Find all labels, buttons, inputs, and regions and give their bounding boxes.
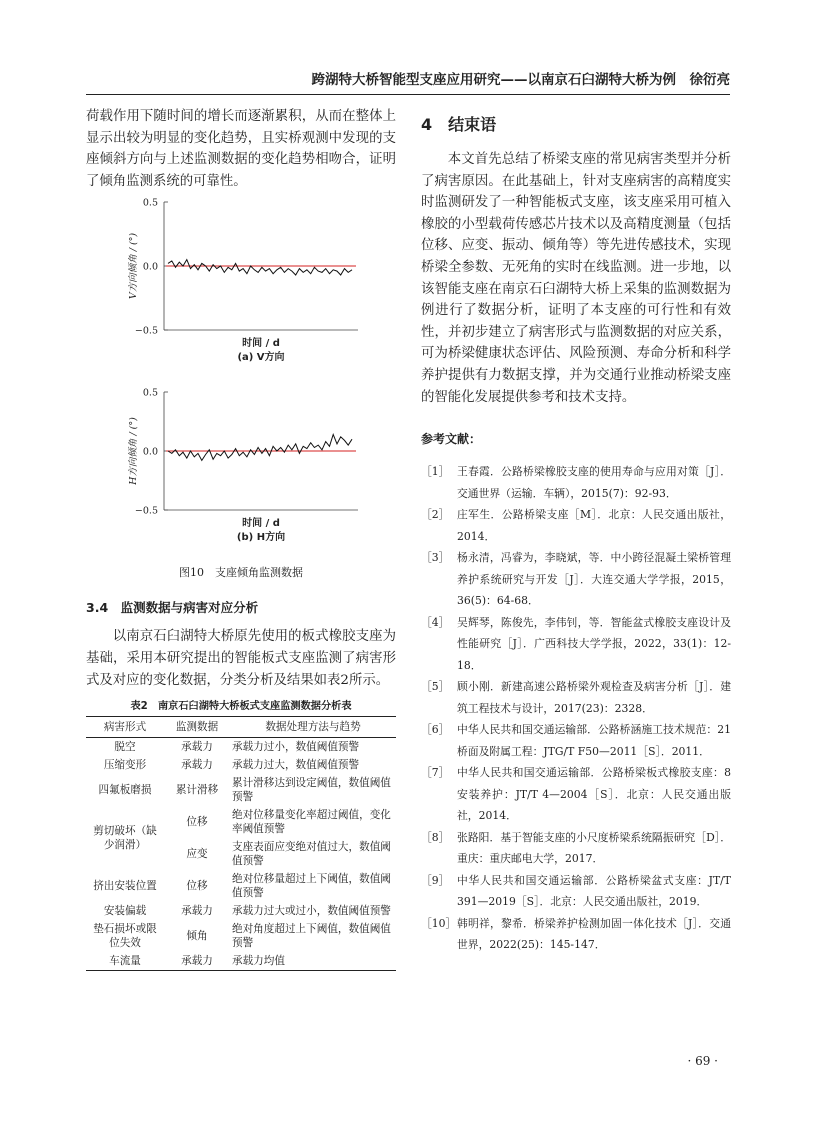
- cell-method: 承载力过大，数值阈值预警: [232, 759, 360, 772]
- reference-item: [421, 719, 731, 762]
- section-4-title: 4 结束语: [421, 115, 497, 134]
- reference-number: ［5］: [421, 680, 450, 694]
- reference-text: 杨永清，冯睿为，李晓斌，等．中小跨径混凝土梁桥管理养护系统研究与开发［J］．大连交通大学学报，2015，36(5)：64-68．: [457, 551, 731, 608]
- subcaption: (a) V方向: [237, 352, 285, 364]
- right-column: [421, 106, 731, 956]
- reference-number: ［10］: [421, 916, 457, 930]
- reference-number: ［2］: [421, 508, 450, 522]
- cell-data: 承载力: [181, 741, 213, 754]
- y-axis-label: H方向倾角 / (°): [128, 417, 139, 486]
- series-line: [168, 435, 352, 461]
- y-tick-label: −0.5: [134, 505, 158, 517]
- cell-data: 承载力: [164, 952, 230, 971]
- figure-caption: 图10 支座倾角监测数据: [179, 566, 303, 580]
- cell-data: 位移: [186, 816, 208, 829]
- reference-text: 韩明祥，黎希．桥梁养护检测加固一体化技术［J］．交通世界，2022(25)：145-147．: [457, 916, 731, 952]
- cell-data: 位移: [186, 880, 208, 893]
- conclusion-paragraph: 本文首先总结了桥梁支座的常见病害类型并分析了病害原因。在此基础上，针对支座病害的高精度实时监测研发了一种智能板式支座，该支座采用可植入橡胶的小型载荷传感芯片技术以及高精度测量（包括位移、应变、振动、倾角等）等先进传感技术，实现桥梁全参数、无死角的实时在线监测。进一步地，以该智能支座在南京石臼湖特大桥上采集的监测数据为例进行了数据分析，证明了本支座的可行性和有效性，并初步建立了病害形式与监测数据的对应关系，可为桥梁健康状态评估、风险预测、寿命分析和科学养护提供有力数据支撑，并为交通行业推动桥梁支座的智能化发展提供参考和技术支持。: [421, 152, 731, 405]
- cell-disease: 四氟板磨损: [98, 784, 152, 797]
- subcaption: (b) H方向: [236, 532, 286, 544]
- cell-data: 倾角: [186, 930, 208, 943]
- cell-method: 承载力过大或过小，数值阈值预警: [232, 905, 391, 918]
- reference-text: 中华人民共和国交通运输部．公路桥梁盆式支座：JT/T 391—2019［S］．北京：人民交通出版社，2019．: [457, 873, 731, 909]
- cell-disease: 垫石损坏或限位失效: [93, 923, 157, 950]
- cell-data: 应变: [186, 848, 208, 861]
- reference-text: 中华人民共和国交通运输部．公路桥梁板式橡胶支座：8 安装养护：JT/T 4—2004［S］．北京：人民交通出版社，2014．: [457, 766, 731, 823]
- reference-number: ［3］: [421, 551, 450, 565]
- cell-disease: 安装偏载: [103, 905, 147, 918]
- table-header-disease: 病害形式: [86, 717, 164, 738]
- reference-item: [421, 762, 731, 827]
- cell-disease: 剪切破坏（缺少润滑）: [93, 825, 157, 852]
- y-tick-label: 0.5: [142, 387, 158, 399]
- cell-data: 累计滑移: [175, 784, 219, 797]
- cell-method: 承载力均值: [230, 952, 396, 971]
- reference-text: 吴辉琴，陈俊先，李伟钊，等．智能盆式橡胶支座设计及性能研究［J］．广西科技大学学报，2022，33(1)：12-18．: [457, 615, 731, 672]
- table-row: [86, 738, 396, 757]
- reference-item: [421, 612, 731, 677]
- table-2: [86, 716, 396, 971]
- intro-paragraph: 荷载作用下随时间的增长而逐渐累积，从而在整体上显示出较为明显的变化趋势，且实桥观测中发现的支座倾斜方向与上述监测数据的变化趋势相吻合，证明了倾角监测系统的可靠性。: [86, 109, 396, 189]
- y-tick-label: 0.5: [142, 197, 158, 209]
- table-row: [86, 902, 396, 920]
- references-list: [421, 461, 731, 956]
- y-tick-label: 0.0: [142, 261, 158, 273]
- reference-text: 张路阳．基于智能支座的小尺度桥梁系统隔振研究［D］．重庆：重庆邮电大学，2017．: [457, 830, 731, 866]
- cell-method: 绝对位移量变化率超过阈值，变化率阈值预警: [232, 809, 391, 836]
- reference-item: [421, 461, 731, 504]
- reference-number: ［6］: [421, 723, 450, 737]
- cell-method: 累计滑移达到设定阈值，数值阈值预警: [232, 777, 391, 804]
- reference-number: ［8］: [421, 830, 450, 844]
- reference-number: ［4］: [421, 615, 450, 629]
- y-axis-label: V方向倾角 / (°): [128, 233, 139, 300]
- reference-item: [421, 504, 731, 547]
- table-row: [86, 870, 396, 902]
- reference-text: 中华人民共和国交通运输部．公路桥涵施工技术规范：21 桥面及附属工程：JTG/T F50—2011［S］．2011．: [457, 723, 731, 758]
- cell-method: 绝对位移量超过上下阈值，数值阈值预警: [232, 873, 391, 900]
- section-3-4-paragraph: 以南京石臼湖特大桥原先使用的板式橡胶支座为基础，采用本研究提出的智能板式支座监测了病害形式及对应的变化数据，分类分析及结果如表2所示。: [86, 629, 396, 688]
- running-header: 跨湖特大桥智能型支座应用研究——以南京石臼湖特大桥为例 徐衍亮: [311, 72, 730, 88]
- figure-10: [86, 192, 396, 580]
- table-row: [86, 756, 396, 774]
- reference-number: ［1］: [421, 465, 450, 479]
- reference-item: [421, 547, 731, 612]
- cell-disease: 压缩变形: [103, 759, 147, 772]
- cell-data: 承载力: [181, 759, 213, 772]
- series-line: [168, 260, 352, 275]
- cell-disease: 脱空: [114, 741, 136, 754]
- page-number: · 69 ·: [687, 1054, 718, 1068]
- table-row: [86, 774, 396, 806]
- reference-item: [421, 676, 731, 719]
- x-axis-label: 时间 / d: [242, 338, 280, 350]
- cell-method: 承载力过小，数值阈值预警: [232, 741, 360, 754]
- x-axis-label: 时间 / d: [242, 518, 280, 530]
- y-tick-label: 0.0: [142, 446, 158, 458]
- left-column: [86, 106, 396, 971]
- header-rule: [86, 94, 730, 95]
- reference-number: ［7］: [421, 766, 450, 780]
- cell-data: 承载力: [181, 905, 213, 918]
- table-row: [86, 806, 396, 838]
- references-title: 参考文献：: [421, 432, 482, 447]
- y-tick-label: −0.5: [134, 325, 158, 337]
- section-3-4-title: 3.4 监测数据与病害对应分析: [86, 600, 259, 616]
- cell-method: 绝对角度超过上下阈值，数值阈值预警: [232, 923, 391, 950]
- table-header-data: 监测数据: [164, 717, 230, 738]
- table-caption: 表2 南京石臼湖特大桥板式支座监测数据分析表: [130, 701, 352, 713]
- table-row: [86, 952, 396, 971]
- cell-disease: 车流量: [86, 952, 164, 971]
- reference-item: [421, 870, 731, 913]
- reference-item: [421, 913, 731, 956]
- reference-text: 王春霞．公路桥梁橡胶支座的使用寿命与应用对策［J］．交通世界（运输．车辆），2015(7)：92-93．: [457, 465, 731, 500]
- reference-number: ［9］: [421, 873, 450, 887]
- reference-item: [421, 827, 731, 870]
- reference-text: 顾小刚．新建高速公路桥梁外观检查及病害分析［J］．建筑工程技术与设计，2017(23)：2328．: [457, 680, 731, 715]
- table-row: [86, 920, 396, 952]
- table-header-method: 数据处理方法与趋势: [230, 717, 396, 738]
- cell-disease: 挤出安装位置: [93, 880, 157, 893]
- chart-h-direction: [86, 382, 396, 562]
- chart-v-direction: [86, 192, 396, 382]
- reference-text: 庄军生．公路桥梁支座［M］．北京：人民交通出版社，2014．: [457, 508, 731, 543]
- cell-method: 支座表面应变绝对值过大，数值阈值预警: [232, 841, 391, 868]
